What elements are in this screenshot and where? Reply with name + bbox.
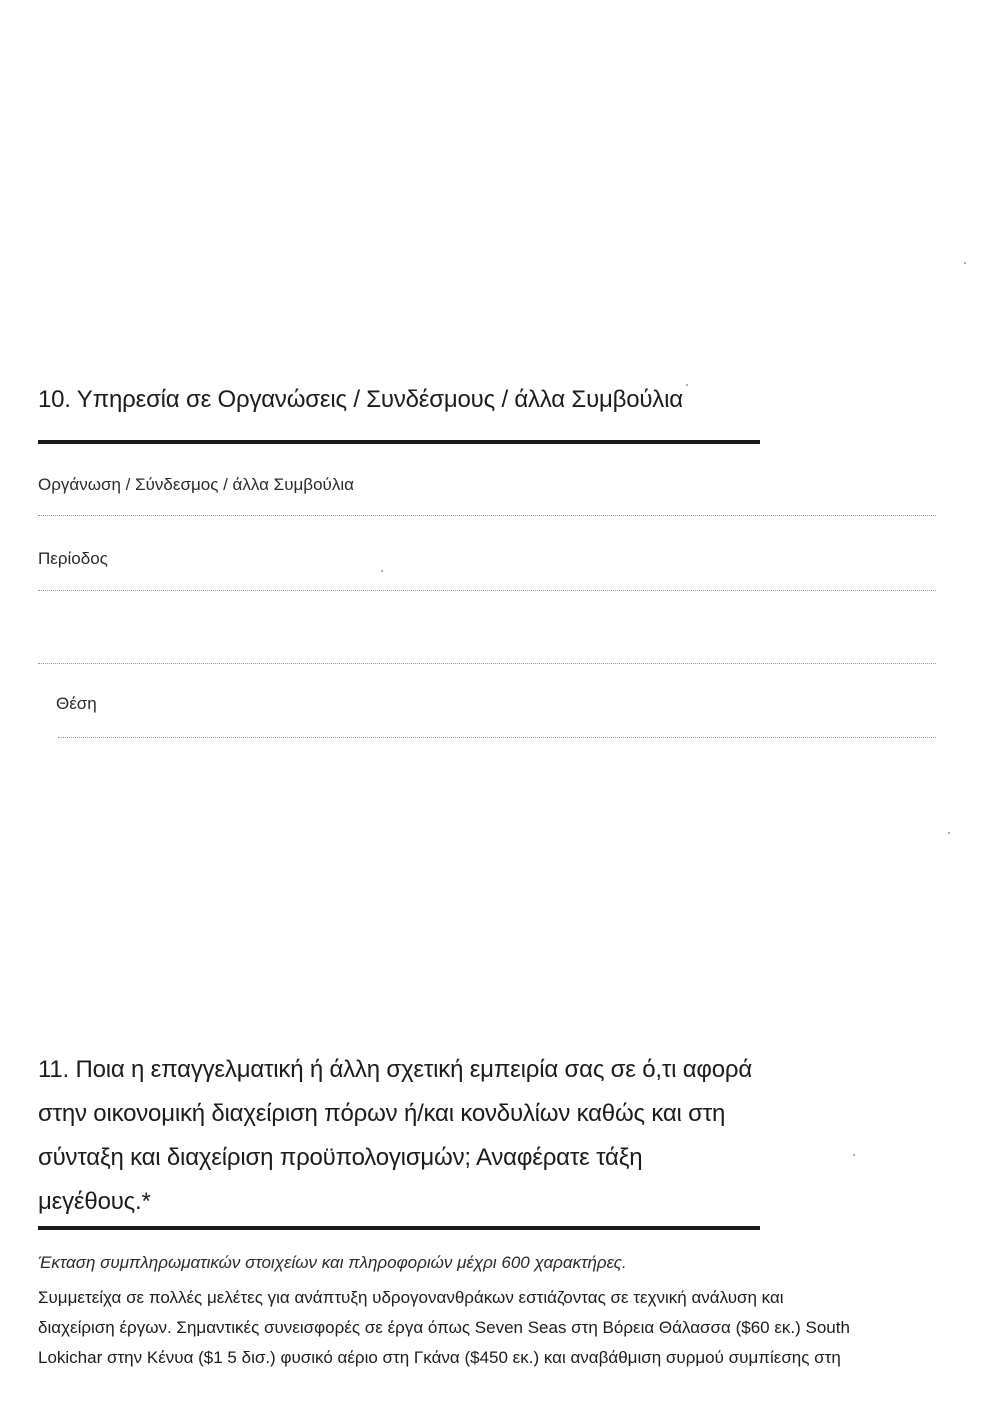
section-10-title: 10. Υπηρεσία σε Οργανώσεις / Συνδέσμους / άλλα Συμβούλια bbox=[38, 386, 683, 413]
character-limit-hint: Έκταση συμπληρωματικών στοιχείων και πληροφοριών μέχρι 600 χαρακτήρες. bbox=[38, 1253, 627, 1272]
scan-speck bbox=[964, 262, 966, 264]
experience-answer-text[interactable] bbox=[38, 1283, 938, 1373]
answer-line: διαχείριση έργων. Σημαντικές συνεισφορές σε έργα όπως Seven Seas στη Βόρεια Θάλασσα ($60 εκ.) South bbox=[38, 1318, 850, 1337]
answer-line: Lokichar στην Κένυα ($1 5 δισ.) φυσικό αέριο στη Γκάνα ($450 εκ.) και αναβάθμιση συρμού συμπίεσης στη bbox=[38, 1348, 841, 1367]
organization-label: Οργάνωση / Σύνδεσμος / άλλα Συμβούλια bbox=[38, 475, 354, 494]
scan-speck bbox=[948, 832, 950, 834]
question-line: στην οικονομική διαχείριση πόρων ή/και κονδυλίων καθώς και στη bbox=[38, 1100, 726, 1127]
question-line: 11. Ποια η επαγγελματική ή άλλη σχετική εμπειρία σας σε ό,τι αφορά bbox=[38, 1056, 753, 1083]
section-10-divider bbox=[38, 440, 760, 444]
period-label: Περίοδος bbox=[38, 549, 108, 568]
scan-speck bbox=[686, 384, 688, 386]
position-label: Θέση bbox=[56, 694, 97, 713]
organization-answer-line[interactable] bbox=[38, 515, 936, 516]
scan-speck bbox=[381, 570, 383, 572]
position-answer-line[interactable] bbox=[58, 737, 936, 738]
question-line: μεγέθους.* bbox=[38, 1188, 151, 1215]
period-answer-line-2[interactable] bbox=[38, 663, 936, 664]
answer-line: Συμμετείχα σε πολλές μελέτες για ανάπτυξη υδρογονανθράκων εστιάζοντας σε τεχνική ανάλυση και bbox=[38, 1288, 784, 1307]
scan-speck bbox=[853, 1154, 855, 1156]
section-11-divider bbox=[38, 1226, 760, 1230]
period-answer-line-1[interactable] bbox=[38, 590, 936, 591]
section-11-question bbox=[38, 1048, 778, 1224]
question-line: σύνταξη και διαχείριση προϋπολογισμών; Αναφέρατε τάξη bbox=[38, 1144, 643, 1171]
